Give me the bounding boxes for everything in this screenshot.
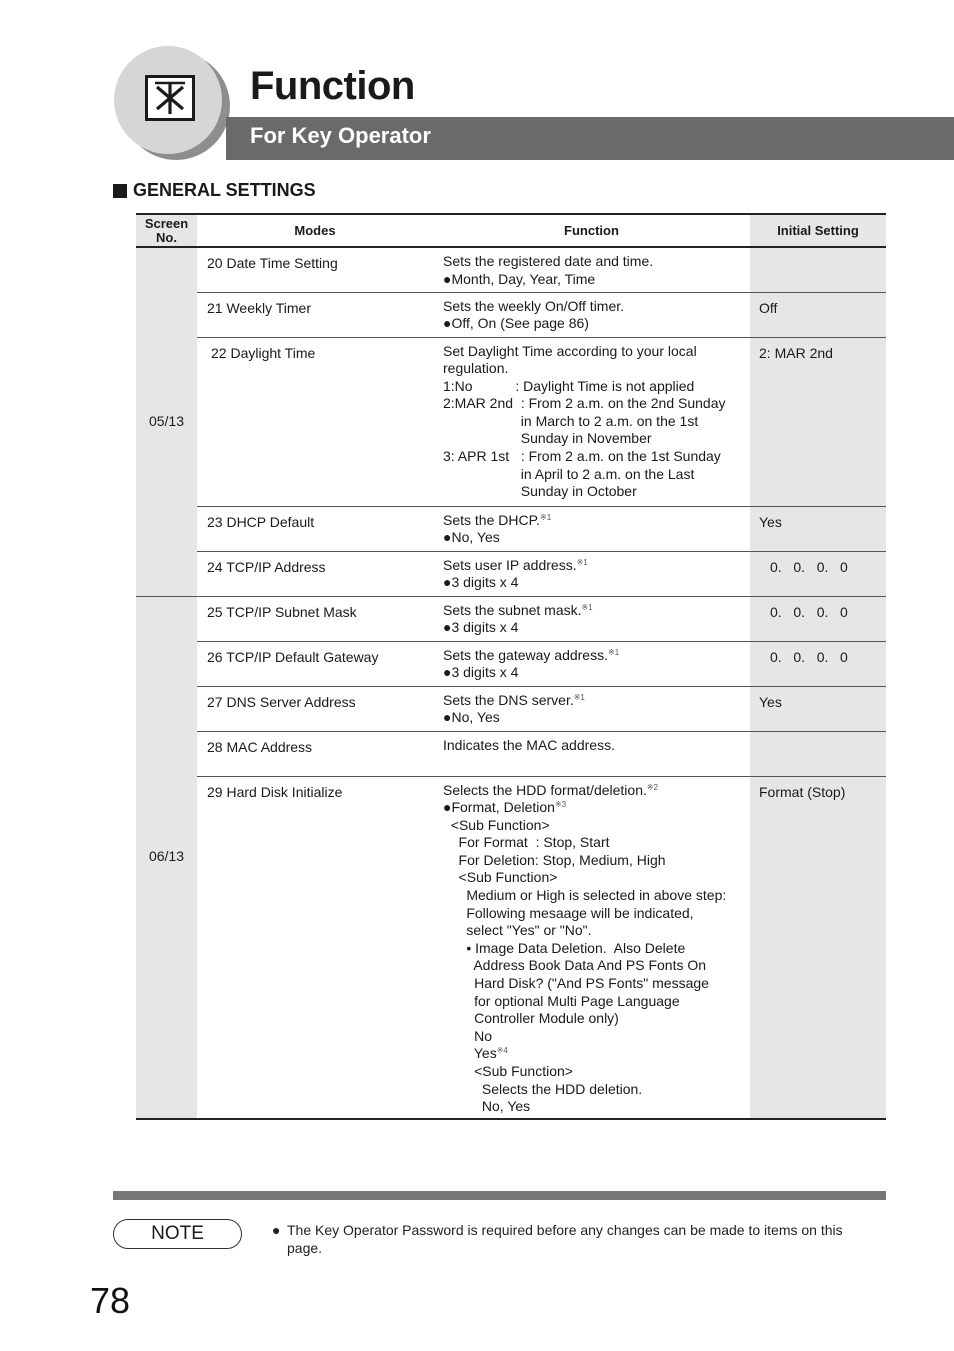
section-heading bbox=[113, 180, 316, 201]
footnote-mark: ※1 bbox=[573, 692, 585, 702]
note-text-block bbox=[272, 1221, 872, 1257]
footer-divider-bar bbox=[113, 1191, 886, 1200]
table-row bbox=[136, 731, 886, 776]
function-cell bbox=[433, 641, 750, 686]
function-text: Sets the DNS server. bbox=[443, 691, 574, 708]
detail-line: Yes bbox=[443, 1045, 497, 1062]
detail-line: <Sub Function> bbox=[443, 1063, 573, 1079]
page-title: Function bbox=[250, 64, 415, 108]
function-text: Sunday in November bbox=[443, 430, 652, 447]
detail-line: <Sub Function> bbox=[443, 816, 550, 833]
mode-cell: 23 DHCP Default bbox=[197, 506, 433, 551]
detail-line: For Format : Stop, Start bbox=[443, 834, 610, 851]
option-list: ● 3 digits x 4 bbox=[443, 664, 750, 682]
function-key-icon bbox=[145, 75, 195, 121]
function-text: Sets the registered date and time. bbox=[443, 253, 654, 269]
function-cell bbox=[433, 686, 750, 731]
option-list: ● Format, Deletion bbox=[443, 799, 555, 815]
function-text: regulation. bbox=[443, 360, 509, 377]
initial-setting-cell bbox=[750, 551, 886, 596]
table-row bbox=[136, 292, 886, 337]
function-text: 2:MAR 2nd : From 2 a.m. on the 2nd Sunday bbox=[443, 395, 726, 412]
table-header-row bbox=[136, 214, 886, 247]
table-row bbox=[136, 596, 886, 641]
detail-line: <Sub Function> bbox=[443, 869, 558, 886]
function-text: Sets the gateway address. bbox=[443, 646, 608, 663]
function-cell bbox=[433, 551, 750, 596]
note-text: The Key Operator Password is required before any changes can be made to items on this page. bbox=[287, 1222, 843, 1256]
option-list: ● Off, On (See page 86) bbox=[443, 315, 750, 333]
initial-setting-cell: Off bbox=[750, 292, 886, 337]
mode-cell: 28 MAC Address bbox=[197, 731, 433, 776]
function-cell bbox=[433, 731, 750, 776]
general-settings-table bbox=[136, 213, 886, 1120]
detail-line: Medium or High is selected in above step: bbox=[443, 887, 727, 904]
function-cell bbox=[433, 292, 750, 337]
function-cell bbox=[433, 337, 750, 506]
option-list: ● No, Yes bbox=[443, 709, 750, 727]
footnote-mark: ※1 bbox=[540, 512, 552, 522]
function-text: in April to 2 a.m. on the Last bbox=[443, 465, 695, 482]
ip-value: 0. 0. 0. 0 bbox=[770, 558, 848, 575]
detail-line: Following mesaage will be indicated, bbox=[443, 904, 694, 921]
function-cell bbox=[433, 247, 750, 292]
function-text: Sets user IP address. bbox=[443, 556, 577, 573]
mode-cell: 26 TCP/IP Default Gateway bbox=[197, 641, 433, 686]
table-row bbox=[136, 776, 886, 1119]
option-list: ● Month, Day, Year, Time bbox=[443, 271, 750, 289]
detail-line: Controller Module only) bbox=[443, 1010, 619, 1027]
mode-cell: 21 Weekly Timer bbox=[197, 292, 433, 337]
detail-line: Hard Disk? ("And PS Fonts" message bbox=[443, 975, 709, 992]
footnote-mark: ※1 bbox=[608, 647, 620, 657]
screen-number: 05/13 bbox=[136, 247, 197, 596]
header-initial-setting: Initial Setting bbox=[750, 214, 886, 247]
detail-line: Selects the HDD deletion. bbox=[443, 1080, 643, 1097]
footnote-mark: ※2 bbox=[646, 782, 659, 792]
ip-value: 0. 0. 0. 0 bbox=[770, 648, 848, 665]
detail-line: • Image Data Deletion. Also Delete bbox=[443, 939, 686, 956]
bullet-icon: ● bbox=[272, 1222, 281, 1238]
function-text: Set Daylight Time according to your local bbox=[443, 342, 697, 359]
function-text: Sunday in October bbox=[443, 483, 637, 500]
footnote-mark: ※1 bbox=[581, 602, 593, 612]
option-list: ● 3 digits x 4 bbox=[443, 619, 750, 637]
function-text: Sets the subnet mask. bbox=[443, 601, 582, 618]
mode-cell: 29 Hard Disk Initialize bbox=[197, 776, 433, 1119]
initial-setting-cell: Yes bbox=[750, 686, 886, 731]
initial-setting-cell: Format (Stop) bbox=[750, 776, 886, 1119]
table-row bbox=[136, 506, 886, 551]
function-text: in March to 2 a.m. on the 1st bbox=[443, 412, 699, 429]
page-subtitle: For Key Operator bbox=[250, 123, 431, 148]
note-label: NOTE bbox=[113, 1219, 242, 1249]
function-cell bbox=[433, 506, 750, 551]
table-row bbox=[136, 641, 886, 686]
detail-line: select "Yes" or "No". bbox=[443, 922, 592, 939]
initial-setting-cell: Yes bbox=[750, 506, 886, 551]
initial-setting-cell bbox=[750, 641, 886, 686]
option-list: ● No, Yes bbox=[443, 529, 750, 547]
mode-cell: 24 TCP/IP Address bbox=[197, 551, 433, 596]
function-text: 3: APR 1st : From 2 a.m. on the 1st Sunday bbox=[443, 448, 721, 465]
table-row bbox=[136, 686, 886, 731]
function-cell bbox=[433, 596, 750, 641]
initial-setting-cell bbox=[750, 247, 886, 292]
initial-setting-cell: 2: MAR 2nd bbox=[750, 337, 886, 506]
function-text: Sets the DHCP. bbox=[443, 511, 541, 528]
detail-line: For Deletion: Stop, Medium, High bbox=[443, 851, 666, 868]
square-bullet-icon bbox=[113, 184, 127, 198]
detail-line: for optional Multi Page Language bbox=[443, 992, 680, 1009]
function-text: Indicates the MAC address. bbox=[443, 736, 615, 753]
table-row bbox=[136, 247, 886, 292]
option-list: ● 3 digits x 4 bbox=[443, 574, 750, 592]
function-text: Sets the weekly On/Off timer. bbox=[443, 297, 625, 314]
footnote-mark: ※1 bbox=[576, 557, 588, 567]
header-screen-no: Screen No. bbox=[136, 214, 197, 247]
section-title: GENERAL SETTINGS bbox=[133, 180, 316, 200]
page-number: 78 bbox=[90, 1280, 131, 1321]
footnote-mark: ※3 bbox=[554, 800, 567, 810]
detail-line: No, Yes bbox=[443, 1098, 531, 1115]
detail-line: Address Book Data And PS Fonts On bbox=[443, 957, 707, 974]
function-cell bbox=[433, 776, 750, 1119]
screen-number: 06/13 bbox=[136, 596, 197, 1119]
footnote-mark: ※4 bbox=[496, 1046, 508, 1056]
initial-setting-cell bbox=[750, 731, 886, 776]
mode-cell: 20 Date Time Setting bbox=[197, 247, 433, 292]
header-modes: Modes bbox=[197, 214, 433, 247]
header-function: Function bbox=[433, 214, 750, 247]
mode-cell: 27 DNS Server Address bbox=[197, 686, 433, 731]
initial-setting-cell bbox=[750, 596, 886, 641]
table-row bbox=[136, 337, 886, 506]
ip-value: 0. 0. 0. 0 bbox=[770, 603, 848, 620]
mode-cell: 22 Daylight Time bbox=[197, 337, 433, 506]
function-text: Selects the HDD format/deletion. bbox=[443, 781, 647, 798]
table-row bbox=[136, 551, 886, 596]
function-text: 1:No : Daylight Time is not applied bbox=[443, 377, 695, 394]
mode-cell: 25 TCP/IP Subnet Mask bbox=[197, 596, 433, 641]
detail-line: No bbox=[443, 1027, 493, 1044]
